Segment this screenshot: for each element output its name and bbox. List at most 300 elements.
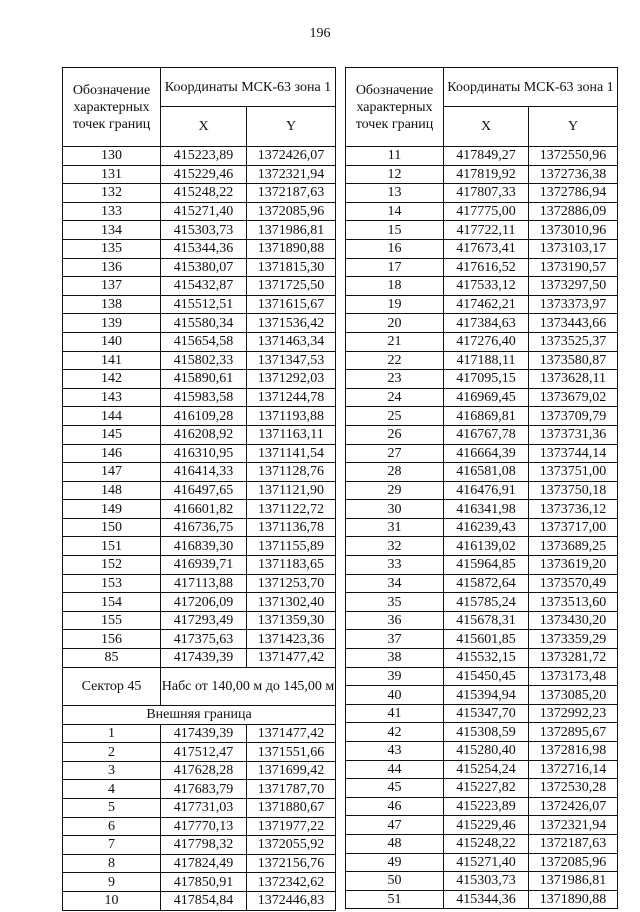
y-coordinate-cell: 1372085,96 — [529, 853, 618, 872]
table-row — [63, 147, 336, 166]
point-number-cell: 42 — [346, 723, 444, 742]
x-coordinate-cell: 415678,31 — [444, 611, 529, 630]
y-coordinate-cell: 1373373,97 — [529, 295, 618, 314]
point-number-cell: 21 — [346, 332, 444, 351]
left-rows-section-b — [63, 724, 336, 910]
x-coordinate-cell: 415890,61 — [161, 370, 247, 389]
table-row — [346, 221, 618, 240]
table-row — [346, 481, 618, 500]
point-number-cell: 16 — [346, 239, 444, 258]
table-row — [63, 743, 336, 762]
y-coordinate-cell: 1373430,20 — [529, 611, 618, 630]
y-coordinate-cell: 1371477,42 — [247, 724, 336, 743]
y-column-header: Y — [529, 107, 618, 147]
table-row — [346, 332, 618, 351]
table-row — [63, 724, 336, 743]
point-number-cell: 138 — [63, 295, 161, 314]
y-coordinate-cell: 1373443,66 — [529, 314, 618, 333]
sector-height-range: Набс от 140,00 м до 145,00 м — [161, 667, 336, 705]
y-coordinate-cell: 1372550,96 — [529, 147, 618, 166]
table-row — [346, 444, 618, 463]
y-coordinate-cell: 1372530,28 — [529, 779, 618, 798]
y-coordinate-cell: 1371253,70 — [247, 574, 336, 593]
point-number-cell: 15 — [346, 221, 444, 240]
y-coordinate-cell: 1371615,67 — [247, 295, 336, 314]
point-number-cell: 18 — [346, 277, 444, 296]
coordinates-header: Координаты МСК-63 зона 1 — [161, 68, 336, 107]
x-coordinate-cell: 415303,73 — [161, 221, 247, 240]
y-coordinate-cell: 1373525,37 — [529, 332, 618, 351]
y-coordinate-cell: 1371787,70 — [247, 780, 336, 799]
x-coordinate-cell: 417293,49 — [161, 611, 247, 630]
right-rows-section — [346, 147, 618, 909]
y-coordinate-cell: 1372342,62 — [247, 873, 336, 892]
table-row — [346, 202, 618, 221]
table-row — [346, 704, 618, 723]
table-row — [346, 742, 618, 761]
table-row — [346, 890, 618, 909]
x-coordinate-cell: 415347,70 — [444, 704, 529, 723]
x-coordinate-cell: 417462,21 — [444, 295, 529, 314]
point-number-cell: 39 — [346, 667, 444, 686]
y-coordinate-cell: 1373744,14 — [529, 444, 618, 463]
y-coordinate-cell: 1373628,11 — [529, 370, 618, 389]
x-coordinate-cell: 417824,49 — [161, 854, 247, 873]
x-coordinate-cell: 416601,82 — [161, 500, 247, 519]
table-row — [346, 165, 618, 184]
y-coordinate-cell: 1371141,54 — [247, 444, 336, 463]
x-coordinate-cell: 415223,89 — [161, 147, 247, 166]
y-coordinate-cell: 1372716,14 — [529, 760, 618, 779]
y-coordinate-cell: 1371292,03 — [247, 370, 336, 389]
y-coordinate-cell: 1372992,23 — [529, 704, 618, 723]
y-coordinate-cell: 1373717,00 — [529, 518, 618, 537]
point-number-cell: 85 — [63, 649, 161, 668]
y-coordinate-cell: 1372321,94 — [529, 816, 618, 835]
x-coordinate-cell: 417798,32 — [161, 836, 247, 855]
y-coordinate-cell: 1371463,34 — [247, 332, 336, 351]
x-coordinate-cell: 416969,45 — [444, 388, 529, 407]
left-rows-section-a — [63, 147, 336, 668]
point-number-cell: 49 — [346, 853, 444, 872]
coordinates-table-right — [345, 67, 618, 909]
x-coordinate-cell: 417439,39 — [161, 724, 247, 743]
x-coordinate-cell: 415654,58 — [161, 332, 247, 351]
table-row — [346, 834, 618, 853]
x-coordinate-cell: 417807,33 — [444, 184, 529, 203]
table-row — [346, 760, 618, 779]
point-number-cell: 45 — [346, 779, 444, 798]
point-number-cell: 135 — [63, 239, 161, 258]
x-coordinate-cell: 415532,15 — [444, 649, 529, 668]
x-coordinate-cell: 417673,41 — [444, 239, 529, 258]
point-number-cell: 35 — [346, 593, 444, 612]
point-number-cell: 155 — [63, 611, 161, 630]
x-coordinate-cell: 417439,39 — [161, 649, 247, 668]
table-row — [63, 780, 336, 799]
point-number-cell: 44 — [346, 760, 444, 779]
x-coordinate-cell: 415872,64 — [444, 574, 529, 593]
x-coordinate-cell: 416869,81 — [444, 407, 529, 426]
x-coordinate-cell: 416497,65 — [161, 481, 247, 500]
coordinates-header: Координаты МСК-63 зона 1 — [444, 68, 618, 107]
point-number-cell: 20 — [346, 314, 444, 333]
point-number-cell: 143 — [63, 388, 161, 407]
x-coordinate-cell: 417375,63 — [161, 630, 247, 649]
x-coordinate-cell: 417628,28 — [161, 761, 247, 780]
x-coordinate-cell: 415344,36 — [161, 239, 247, 258]
x-coordinate-cell: 417775,00 — [444, 202, 529, 221]
table-row — [346, 351, 618, 370]
table-row — [63, 314, 336, 333]
y-coordinate-cell: 1373679,02 — [529, 388, 618, 407]
y-coordinate-cell: 1371890,88 — [529, 890, 618, 909]
point-number-cell: 8 — [63, 854, 161, 873]
x-coordinate-cell: 416109,28 — [161, 407, 247, 426]
table-row — [346, 649, 618, 668]
table-row — [63, 277, 336, 296]
x-coordinate-cell: 415223,89 — [444, 797, 529, 816]
y-coordinate-cell: 1373281,72 — [529, 649, 618, 668]
x-coordinate-cell: 415248,22 — [444, 834, 529, 853]
table-row — [63, 184, 336, 203]
table-row — [346, 853, 618, 872]
point-number-cell: 13 — [346, 184, 444, 203]
point-number-cell: 132 — [63, 184, 161, 203]
point-number-cell: 10 — [63, 891, 161, 910]
table-row — [63, 500, 336, 519]
x-coordinate-cell: 415380,07 — [161, 258, 247, 277]
outer-boundary-label: Внешняя граница — [63, 705, 336, 724]
table-row — [346, 611, 618, 630]
point-number-cell: 40 — [346, 686, 444, 705]
table-row — [63, 444, 336, 463]
point-number-cell: 22 — [346, 351, 444, 370]
point-number-cell: 144 — [63, 407, 161, 426]
point-number-cell: 30 — [346, 500, 444, 519]
table-row — [346, 667, 618, 686]
y-column-header: Y — [247, 107, 336, 147]
table-row — [346, 425, 618, 444]
x-coordinate-cell: 415601,85 — [444, 630, 529, 649]
point-number-cell: 145 — [63, 425, 161, 444]
x-coordinate-cell: 416664,39 — [444, 444, 529, 463]
table-row — [63, 463, 336, 482]
y-coordinate-cell: 1372187,63 — [247, 184, 336, 203]
y-coordinate-cell: 1371725,50 — [247, 277, 336, 296]
point-number-cell: 38 — [346, 649, 444, 668]
x-coordinate-cell: 415227,82 — [444, 779, 529, 798]
x-coordinate-cell: 417849,27 — [444, 147, 529, 166]
x-coordinate-cell: 415229,46 — [161, 165, 247, 184]
y-coordinate-cell: 1371122,72 — [247, 500, 336, 519]
x-coordinate-cell: 417188,11 — [444, 351, 529, 370]
table-row — [63, 221, 336, 240]
point-number-cell: 34 — [346, 574, 444, 593]
point-number-cell: 33 — [346, 556, 444, 575]
table-row — [63, 351, 336, 370]
point-number-cell: 151 — [63, 537, 161, 556]
x-coordinate-cell: 415394,94 — [444, 686, 529, 705]
table-row — [63, 854, 336, 873]
point-number-cell: 134 — [63, 221, 161, 240]
y-coordinate-cell: 1372187,63 — [529, 834, 618, 853]
x-coordinate-cell: 417819,92 — [444, 165, 529, 184]
x-coordinate-cell: 417722,11 — [444, 221, 529, 240]
x-coordinate-cell: 415271,40 — [444, 853, 529, 872]
y-coordinate-cell: 1373689,25 — [529, 537, 618, 556]
page-number: 196 — [309, 26, 331, 41]
point-number-cell: 7 — [63, 836, 161, 855]
x-coordinate-cell: 415512,51 — [161, 295, 247, 314]
y-coordinate-cell: 1373103,17 — [529, 239, 618, 258]
point-number-cell: 153 — [63, 574, 161, 593]
x-coordinate-cell: 417770,13 — [161, 817, 247, 836]
x-coordinate-cell: 417850,91 — [161, 873, 247, 892]
x-coordinate-cell: 415254,24 — [444, 760, 529, 779]
point-number-cell: 141 — [63, 351, 161, 370]
point-number-cell: 50 — [346, 872, 444, 891]
y-coordinate-cell: 1373709,79 — [529, 407, 618, 426]
y-coordinate-cell: 1371551,66 — [247, 743, 336, 762]
x-coordinate-cell: 417095,15 — [444, 370, 529, 389]
x-coordinate-cell: 415964,85 — [444, 556, 529, 575]
y-coordinate-cell: 1371347,53 — [247, 351, 336, 370]
table-row — [63, 817, 336, 836]
y-coordinate-cell: 1371136,78 — [247, 518, 336, 537]
x-coordinate-cell: 416767,78 — [444, 425, 529, 444]
y-coordinate-cell: 1373190,57 — [529, 258, 618, 277]
point-number-cell: 17 — [346, 258, 444, 277]
y-coordinate-cell: 1371244,78 — [247, 388, 336, 407]
table-row — [63, 388, 336, 407]
table-row — [63, 295, 336, 314]
y-coordinate-cell: 1372426,07 — [529, 797, 618, 816]
x-coordinate-cell: 416414,33 — [161, 463, 247, 482]
y-coordinate-cell: 1371155,89 — [247, 537, 336, 556]
table-row — [63, 258, 336, 277]
table-row — [346, 779, 618, 798]
point-number-cell: 1 — [63, 724, 161, 743]
point-number-cell: 149 — [63, 500, 161, 519]
y-coordinate-cell: 1372786,94 — [529, 184, 618, 203]
y-coordinate-cell: 1373297,50 — [529, 277, 618, 296]
point-number-cell: 152 — [63, 556, 161, 575]
point-number-cell: 146 — [63, 444, 161, 463]
table-row — [346, 295, 618, 314]
point-number-cell: 130 — [63, 147, 161, 166]
table-row — [346, 314, 618, 333]
y-coordinate-cell: 1371880,67 — [247, 799, 336, 818]
y-coordinate-cell: 1371302,40 — [247, 593, 336, 612]
y-coordinate-cell: 1371163,11 — [247, 425, 336, 444]
table-row — [346, 500, 618, 519]
table-row — [346, 537, 618, 556]
y-coordinate-cell: 1373570,49 — [529, 574, 618, 593]
point-number-cell: 12 — [346, 165, 444, 184]
point-number-cell: 154 — [63, 593, 161, 612]
point-number-cell: 11 — [346, 147, 444, 166]
y-coordinate-cell: 1371699,42 — [247, 761, 336, 780]
point-number-cell: 24 — [346, 388, 444, 407]
x-coordinate-cell: 417276,40 — [444, 332, 529, 351]
x-coordinate-cell: 417854,84 — [161, 891, 247, 910]
table-row — [63, 630, 336, 649]
x-coordinate-cell: 415802,33 — [161, 351, 247, 370]
x-coordinate-cell: 416839,30 — [161, 537, 247, 556]
point-number-cell: 6 — [63, 817, 161, 836]
point-number-cell: 29 — [346, 481, 444, 500]
table-row — [346, 556, 618, 575]
point-number-cell: 32 — [346, 537, 444, 556]
point-number-cell: 140 — [63, 332, 161, 351]
y-coordinate-cell: 1373085,20 — [529, 686, 618, 705]
point-number-cell: 142 — [63, 370, 161, 389]
y-coordinate-cell: 1371193,88 — [247, 407, 336, 426]
table-row — [346, 370, 618, 389]
x-coordinate-cell: 415450,45 — [444, 667, 529, 686]
x-coordinate-cell: 415308,59 — [444, 723, 529, 742]
point-number-cell: 37 — [346, 630, 444, 649]
x-coordinate-cell: 416239,43 — [444, 518, 529, 537]
x-coordinate-cell: 416939,71 — [161, 556, 247, 575]
point-number-cell: 48 — [346, 834, 444, 853]
table-row — [63, 165, 336, 184]
y-coordinate-cell: 1373513,60 — [529, 593, 618, 612]
table-row — [63, 593, 336, 612]
table-row — [346, 574, 618, 593]
table-row — [346, 872, 618, 891]
table-row — [63, 649, 336, 668]
sector-section — [63, 667, 336, 724]
x-coordinate-cell: 415983,58 — [161, 388, 247, 407]
point-number-cell: 3 — [63, 761, 161, 780]
point-number-cell: 43 — [346, 742, 444, 761]
y-coordinate-cell: 1373173,48 — [529, 667, 618, 686]
table-row — [63, 799, 336, 818]
x-coordinate-cell: 416736,75 — [161, 518, 247, 537]
y-coordinate-cell: 1371183,65 — [247, 556, 336, 575]
point-number-cell: 51 — [346, 890, 444, 909]
y-coordinate-cell: 1373619,20 — [529, 556, 618, 575]
table-row — [63, 891, 336, 910]
table-row — [63, 518, 336, 537]
table-row — [63, 407, 336, 426]
table-row — [346, 797, 618, 816]
y-coordinate-cell: 1371890,88 — [247, 239, 336, 258]
y-coordinate-cell: 1372426,07 — [247, 147, 336, 166]
table-row — [346, 277, 618, 296]
point-number-cell: 137 — [63, 277, 161, 296]
x-coordinate-cell: 417206,09 — [161, 593, 247, 612]
y-coordinate-cell: 1373750,18 — [529, 481, 618, 500]
y-coordinate-cell: 1373359,29 — [529, 630, 618, 649]
x-column-header: X — [161, 107, 247, 147]
x-coordinate-cell: 416581,08 — [444, 463, 529, 482]
table-row — [63, 611, 336, 630]
point-number-cell: 19 — [346, 295, 444, 314]
point-number-cell: 25 — [346, 407, 444, 426]
y-coordinate-cell: 1373010,96 — [529, 221, 618, 240]
y-coordinate-cell: 1371986,81 — [529, 872, 618, 891]
point-number-cell: 47 — [346, 816, 444, 835]
point-designation-header: Обозначение характерных точек границ — [63, 68, 161, 147]
table-row — [63, 873, 336, 892]
x-coordinate-cell: 417731,03 — [161, 799, 247, 818]
point-number-cell: 14 — [346, 202, 444, 221]
x-coordinate-cell: 416476,91 — [444, 481, 529, 500]
y-coordinate-cell: 1371423,36 — [247, 630, 336, 649]
y-coordinate-cell: 1373731,36 — [529, 425, 618, 444]
point-number-cell: 156 — [63, 630, 161, 649]
point-number-cell: 131 — [63, 165, 161, 184]
table-row — [63, 481, 336, 500]
x-coordinate-cell: 417512,47 — [161, 743, 247, 762]
x-coordinate-cell: 415229,46 — [444, 816, 529, 835]
y-coordinate-cell: 1371128,76 — [247, 463, 336, 482]
table-row — [63, 574, 336, 593]
table-row — [346, 388, 618, 407]
x-coordinate-cell: 416310,95 — [161, 444, 247, 463]
point-number-cell: 150 — [63, 518, 161, 537]
table-row — [346, 630, 618, 649]
y-coordinate-cell: 1373736,12 — [529, 500, 618, 519]
y-coordinate-cell: 1371986,81 — [247, 221, 336, 240]
x-coordinate-cell: 417616,52 — [444, 258, 529, 277]
point-number-cell: 139 — [63, 314, 161, 333]
point-number-cell: 41 — [346, 704, 444, 723]
point-number-cell: 28 — [346, 463, 444, 482]
point-number-cell: 133 — [63, 202, 161, 221]
table-row — [346, 723, 618, 742]
y-coordinate-cell: 1372736,38 — [529, 165, 618, 184]
y-coordinate-cell: 1372446,83 — [247, 891, 336, 910]
coordinates-table-left — [62, 67, 336, 911]
y-coordinate-cell: 1372816,98 — [529, 742, 618, 761]
table-row — [63, 370, 336, 389]
y-coordinate-cell: 1371359,30 — [247, 611, 336, 630]
y-coordinate-cell: 1371977,22 — [247, 817, 336, 836]
table-row — [346, 518, 618, 537]
table-row — [63, 556, 336, 575]
y-coordinate-cell: 1372156,76 — [247, 854, 336, 873]
y-coordinate-cell: 1372895,67 — [529, 723, 618, 742]
point-number-cell: 147 — [63, 463, 161, 482]
x-coordinate-cell: 416139,02 — [444, 537, 529, 556]
x-coordinate-cell: 415303,73 — [444, 872, 529, 891]
point-number-cell: 23 — [346, 370, 444, 389]
table-row — [63, 425, 336, 444]
point-designation-header: Обозначение характерных точек границ — [346, 68, 444, 147]
x-coordinate-cell: 415580,34 — [161, 314, 247, 333]
x-coordinate-cell: 417384,63 — [444, 314, 529, 333]
table-row — [63, 836, 336, 855]
point-number-cell: 26 — [346, 425, 444, 444]
point-number-cell: 5 — [63, 799, 161, 818]
y-coordinate-cell: 1372321,94 — [247, 165, 336, 184]
x-coordinate-cell: 417683,79 — [161, 780, 247, 799]
x-coordinate-cell: 416208,92 — [161, 425, 247, 444]
point-number-cell: 36 — [346, 611, 444, 630]
y-coordinate-cell: 1373751,00 — [529, 463, 618, 482]
y-coordinate-cell: 1371477,42 — [247, 649, 336, 668]
y-coordinate-cell: 1371121,90 — [247, 481, 336, 500]
y-coordinate-cell: 1371536,42 — [247, 314, 336, 333]
y-coordinate-cell: 1372055,92 — [247, 836, 336, 855]
x-coordinate-cell: 416341,98 — [444, 500, 529, 519]
table-row — [346, 407, 618, 426]
x-coordinate-cell: 415280,40 — [444, 742, 529, 761]
